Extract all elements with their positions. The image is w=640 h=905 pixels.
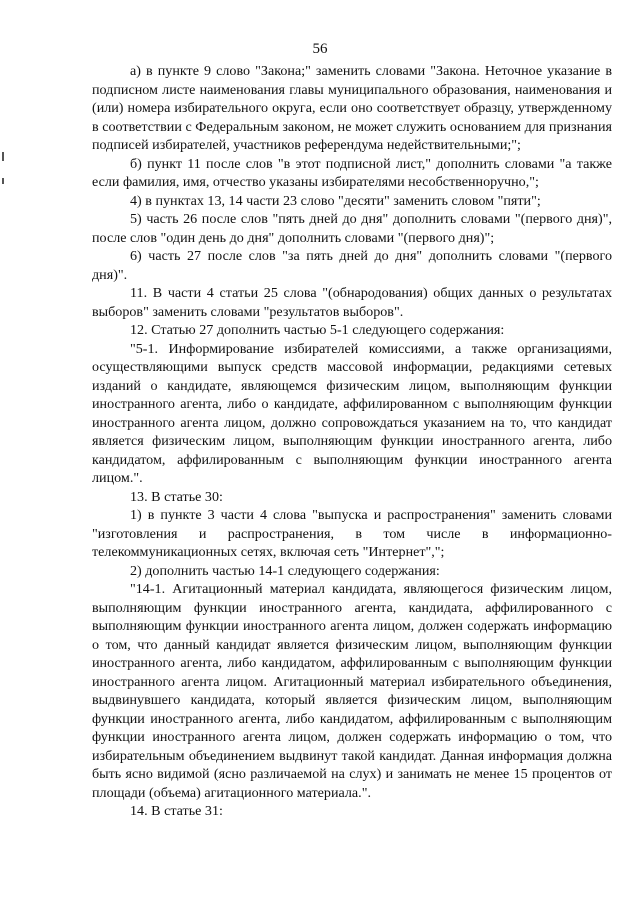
paragraph-section-11: 11. В части 4 статьи 25 слова "(обнародования) общих данных о результатах выборов" заменить словами "результатов выборов".: [92, 285, 612, 320]
paragraph-section-13-item-2: 2) дополнить частью 14-1 следующего содержания:: [130, 562, 440, 579]
paragraph-item-5: 5) часть 26 после слов "пять дней до дня" дополнить словами "(первого дня)", после слов "один день до дня" дополнить словами "(первого дня)";: [92, 211, 612, 246]
document-body: [92, 62, 612, 821]
paragraph-section-12: 12. Статью 27 дополнить частью 5-1 следующего содержания:: [130, 322, 505, 338]
paragraph-amendment-a: а) в пункте 9 слово "Закона;" заменить словами "Закона. Неточное указание в подписном листе наименования главы муниципального образования, наименования и (или) номера избирательного округа, если оно соответствует образцу, утвержденному в соответствии с Федеральным законом, не может служить основанием для признания подписей избирателей, участников референдума недействительными;";: [92, 63, 612, 153]
page-number: 56: [312, 41, 328, 57]
paragraph-item-6: 6) часть 27 после слов "за пять дней до дня" дополнить словами "(первого дня)".: [92, 248, 612, 283]
paragraph-section-13: 13. В статье 30:: [130, 488, 223, 505]
paragraph-section-14: 14. В статье 31:: [130, 803, 223, 819]
scan-margin-mark: [2, 178, 4, 184]
paragraph-part-14-1: "14-1. Агитационный материал кандидата, являющегося физическим лицом, выполняющим функции иностранного агента, кандидата, аффилированного с выполняющим функции иностранного агента лицом, должен содержать информацию о том, что данный кандидат является физическим лицом, выполняющим функции иностранного агента, либо кандидатом, аффилированным с выполняющим функции иностранного агента лицом. Агитационный материал избирательного объединения, выдвинувшего кандидата, который является физическим лицом, выполняющим функции иностранного агента, либо кандидатом, аффилированным с выполняющим функции иностранного агента лицом, должен содержать информацию о том, что избирательным объединением выдвинут такой кандидат. Данная информация должна быть ясно видимой (ясно различаемой на слух) и занимать не менее 15 процентов от площади (объема) агитационного материала.".: [92, 581, 612, 801]
paragraph-amendment-b: б) пункт 11 после слов "в этот подписной лист," дополнить словами "а также если фамилия, имя, отчество указаны избирателями несобственноручно,";: [92, 155, 612, 190]
paragraph-part-5-1: "5-1. Информирование избирателей комиссиями, а также организациями, осуществляющими выпуск средств массовой информации, редакциями сетевых изданий о кандидате, являющемся физическим лицом, выполняющим функции иностранного агента, либо о кандидате, аффилированном с выполняющим функции иностранного агента лицом, должно сопровождаться указанием на то, что кандидат является физическим лицом, выполняющим функции иностранного агента, либо кандидатом, аффилированным с выполняющим функции иностранного агента лицом.".: [92, 340, 612, 486]
paragraph-item-4: 4) в пунктах 13, 14 части 23 слово "десяти" заменить словом "пяти";: [130, 192, 541, 209]
paragraph-section-13-item-1: 1) в пункте 3 части 4 слова "выпуска и распространения" заменить словами "изготовления и распространения, в том числе в информационно-телекоммуникационных сетях, включая сеть "Интернет",";: [92, 507, 612, 560]
scan-margin-mark: [2, 152, 4, 161]
